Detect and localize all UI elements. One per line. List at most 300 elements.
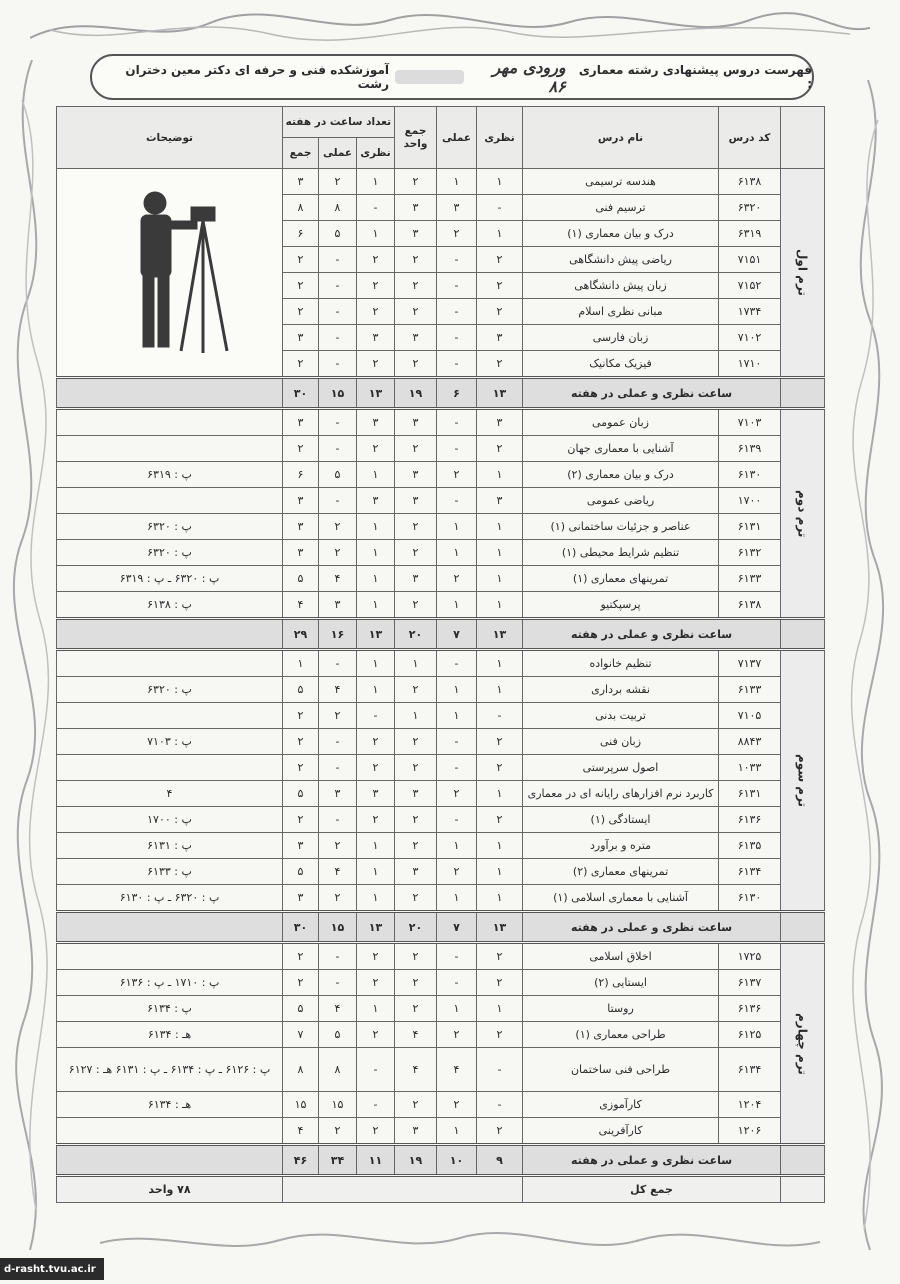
practical-hours: - [319,943,357,970]
theory-hours: ۱ [357,592,395,619]
practical-units: ۱ [437,592,477,619]
term-total-ht: ۱۳ [357,378,395,409]
total-hours: ۸ [283,1048,319,1092]
practical-units: - [437,488,477,514]
course-code: ۶۱۲۵ [719,1022,781,1048]
total-hours: ۲ [283,703,319,729]
theory-units: ۳ [477,488,523,514]
total-hours: ۲ [283,755,319,781]
course-name: تمرینهای معماری (۲) [523,859,719,885]
course-name: روستا [523,996,719,1022]
page-header [90,54,814,100]
table-row [57,462,825,488]
practical-units: ۱ [437,996,477,1022]
table-row [57,703,825,729]
practical-units: - [437,943,477,970]
site-watermark: d-rasht.tvu.ac.ir [0,1258,104,1280]
table-row [57,729,825,755]
practical-hours: - [319,247,357,273]
practical-units: ۱ [437,514,477,540]
total-units: ۳ [395,462,437,488]
table-row [57,677,825,703]
course-code: ۷۱۵۲ [719,273,781,299]
total-hours: ۱ [283,650,319,677]
header-title: فهرست دروس پیشنهادی رشته معماری : [578,63,812,91]
prerequisite-note [57,755,283,781]
practical-hours: ۲ [319,514,357,540]
theory-units: ۱ [477,650,523,677]
prerequisite-note: پ : ۶۳۲۰ [57,677,283,703]
theory-units: ۲ [477,273,523,299]
course-code: ۶۱۳۱ [719,781,781,807]
course-code: ۶۱۳۷ [719,970,781,996]
total-units: ۳ [395,488,437,514]
term-total-pr: ۷ [437,912,477,943]
total-hours: ۵ [283,996,319,1022]
table-row [57,1022,825,1048]
theory-hours: ۱ [357,514,395,540]
term-total-label: ساعت نظری و عملی در هفته [523,912,781,943]
term-total-u: ۱۹ [395,378,437,409]
practical-hours: ۵ [319,221,357,247]
total-hours: ۳ [283,409,319,436]
course-name: زبان پیش دانشگاهی [523,273,719,299]
term-total-pr: ۷ [437,619,477,650]
practical-hours: - [319,970,357,996]
course-code: ۸۸۴۳ [719,729,781,755]
practical-units: ۱ [437,833,477,859]
term-total-hp: ۳۴ [319,1145,357,1176]
term-total-hs: ۳۰ [283,378,319,409]
grand-total-label: جمع کل [523,1176,781,1203]
total-hours: ۲ [283,247,319,273]
practical-units: - [437,755,477,781]
course-name: تنظیم شرایط محیطی (۱) [523,540,719,566]
theory-hours: ۲ [357,1118,395,1145]
practical-units: ۲ [437,221,477,247]
hours-group-header: تعداد ساعت در هفته [283,107,395,138]
theory-units: ۳ [477,325,523,351]
term-header [781,107,825,169]
ornament-border-bottom [100,1228,820,1258]
course-code: ۶۱۳۳ [719,566,781,592]
course-code: ۶۱۳۳ [719,677,781,703]
notes-header: توضیحات [57,107,283,169]
prerequisite-note: پ : ۱۷۱۰ ـ پ : ۶۱۳۶ [57,970,283,996]
term-total-notes [57,1145,283,1176]
table-row [57,1092,825,1118]
practical-units: - [437,970,477,996]
practical-header: عملی [437,107,477,169]
total-units: ۳ [395,781,437,807]
total-hours: ۷ [283,1022,319,1048]
theory-units: - [477,195,523,221]
term-label-cell [781,943,825,1145]
practical-units: - [437,807,477,833]
prerequisite-note: هـ : ۶۱۳۴ [57,1092,283,1118]
units-header: جمع واحد [395,107,437,169]
theory-hours: ۱ [357,566,395,592]
course-code: ۶۳۲۰ [719,195,781,221]
theory-units: ۱ [477,781,523,807]
theory-hours: ۲ [357,943,395,970]
table-row [57,566,825,592]
practical-units: ۴ [437,1048,477,1092]
course-code: ۶۱۳۸ [719,169,781,195]
theory-hours: ۱ [357,677,395,703]
practical-hours: - [319,351,357,378]
course-table-container [56,106,824,1203]
term-label: ترم دوم [795,489,810,538]
practical-hours: - [319,488,357,514]
course-name: هندسه ترسیمی [523,169,719,195]
theory-hours: ۲ [357,436,395,462]
course-code: ۷۱۰۵ [719,703,781,729]
practical-hours: ۲ [319,885,357,912]
theory-units: ۱ [477,859,523,885]
practical-hours: ۴ [319,566,357,592]
term-total-hp: ۱۶ [319,619,357,650]
table-row [57,1118,825,1145]
term-total-ht: ۱۳ [357,912,395,943]
course-code: ۷۱۳۷ [719,650,781,677]
prerequisite-note [57,488,283,514]
term-label: ترم سوم [795,753,810,808]
practical-hours: - [319,436,357,462]
practical-hours: - [319,755,357,781]
theory-hours: ۳ [357,325,395,351]
course-name: کارآموزی [523,1092,719,1118]
practical-hours: ۲ [319,833,357,859]
theory-units: - [477,1092,523,1118]
term-label: ترم چهارم [795,1012,810,1075]
total-units: ۳ [395,325,437,351]
total-hours: ۳ [283,488,319,514]
practical-units: ۱ [437,677,477,703]
term-total-th: ۱۳ [477,378,523,409]
table-row [57,1048,825,1092]
course-name: آشنایی با معماری جهان [523,436,719,462]
theory-units: ۲ [477,351,523,378]
practical-hours: - [319,299,357,325]
table-row [57,488,825,514]
prerequisite-note [57,409,283,436]
prerequisite-note: پ : ۶۱۳۳ [57,859,283,885]
practical-hours: - [319,409,357,436]
course-name: ایستایی (۲) [523,970,719,996]
total-units: ۲ [395,1092,437,1118]
theory-units: ۱ [477,885,523,912]
illustration-cell [57,169,283,378]
hours-practical-header: عملی [319,138,357,169]
course-code: ۶۱۳۰ [719,462,781,488]
table-row [57,409,825,436]
practical-units: ۱ [437,703,477,729]
grand-total-row [57,1176,825,1203]
practical-hours: ۴ [319,996,357,1022]
course-code: ۶۱۳۴ [719,859,781,885]
term-total-label: ساعت نظری و عملی در هفته [523,378,781,409]
course-code: ۱۷۳۴ [719,299,781,325]
total-hours: ۸ [283,195,319,221]
term-total-hp: ۱۵ [319,912,357,943]
theory-units: ۱ [477,221,523,247]
theory-units: ۱ [477,566,523,592]
course-name: تربیت بدنی [523,703,719,729]
practical-units: - [437,247,477,273]
total-hours: ۴ [283,1118,319,1145]
theory-hours: - [357,195,395,221]
theory-units: ۲ [477,943,523,970]
total-hours: ۲ [283,436,319,462]
table-header-row-1 [57,107,825,138]
practical-units: - [437,351,477,378]
theory-units: ۱ [477,996,523,1022]
total-units: ۲ [395,169,437,195]
table-row [57,807,825,833]
theory-hours: ۱ [357,650,395,677]
term-total-pr: ۱۰ [437,1145,477,1176]
term-label-cell [781,650,825,912]
practical-hours: ۳ [319,781,357,807]
practical-units: - [437,409,477,436]
total-hours: ۵ [283,859,319,885]
table-row [57,996,825,1022]
theory-hours: - [357,1048,395,1092]
term-total-row [57,378,825,409]
total-hours: ۵ [283,677,319,703]
term-total-row [57,619,825,650]
grand-total-filler [283,1176,523,1203]
practical-hours: - [319,273,357,299]
practical-hours: ۴ [319,859,357,885]
prerequisite-note [57,1118,283,1145]
course-name: درک و بیان معماری (۲) [523,462,719,488]
theory-units: ۱ [477,514,523,540]
course-name: پرسپکتیو [523,592,719,619]
theory-hours: ۲ [357,1022,395,1048]
table-row [57,943,825,970]
term-total-hp: ۱۵ [319,378,357,409]
course-name: مبانی نظری اسلام [523,299,719,325]
total-hours: ۳ [283,885,319,912]
total-units: ۲ [395,592,437,619]
theory-units: ۱ [477,677,523,703]
total-units: ۱ [395,703,437,729]
practical-hours: ۵ [319,1022,357,1048]
prerequisite-note: پ : ۶۱۲۶ ـ پ : ۶۱۳۴ ـ پ : ۶۱۳۱ هـ : ۶۱۲۷ [57,1048,283,1092]
course-name: تنظیم خانواده [523,650,719,677]
course-code: ۷۱۰۳ [719,409,781,436]
course-code: ۶۱۳۶ [719,807,781,833]
course-code: ۶۱۳۶ [719,996,781,1022]
total-units: ۲ [395,755,437,781]
practical-hours: - [319,650,357,677]
total-units: ۳ [395,195,437,221]
total-hours: ۲ [283,351,319,378]
theory-hours: ۱ [357,833,395,859]
total-hours: ۲ [283,273,319,299]
practical-units: ۲ [437,781,477,807]
practical-hours: ۲ [319,169,357,195]
theory-units: ۲ [477,1022,523,1048]
practical-hours: - [319,729,357,755]
theory-units: ۲ [477,299,523,325]
hours-total-header: جمع [283,138,319,169]
practical-hours: - [319,325,357,351]
total-units: ۲ [395,247,437,273]
total-hours: ۲ [283,943,319,970]
course-code: ۶۱۳۴ [719,1048,781,1092]
total-hours: ۲ [283,807,319,833]
theory-units: ۲ [477,247,523,273]
course-table [56,106,825,1203]
term-label: ترم اول [795,249,810,296]
term-label-cell [781,169,825,378]
course-code: ۷۱۵۱ [719,247,781,273]
course-name: ایستادگی (۱) [523,807,719,833]
practical-units: ۱ [437,540,477,566]
practical-hours: ۲ [319,703,357,729]
table-row [57,781,825,807]
total-units: ۳ [395,409,437,436]
course-name: ریاضی پیش دانشگاهی [523,247,719,273]
prerequisite-note: پ : ۶۳۲۰ ـ پ : ۶۳۱۹ [57,566,283,592]
total-hours: ۴ [283,592,319,619]
prerequisite-note: پ : ۶۱۳۴ [57,996,283,1022]
practical-units: ۱ [437,169,477,195]
header-institute: آموزشکده فنی و حرفه ای دکتر معین دختران رشت [125,63,389,91]
theory-hours: ۲ [357,299,395,325]
practical-units: - [437,436,477,462]
total-hours: ۲ [283,970,319,996]
total-units: ۲ [395,273,437,299]
theory-hours: ۲ [357,807,395,833]
course-name: درک و بیان معماری (۱) [523,221,719,247]
total-units: ۲ [395,540,437,566]
total-hours: ۵ [283,781,319,807]
prerequisite-note: پ : ۷۱۰۳ [57,729,283,755]
name-header: نام درس [523,107,719,169]
prerequisite-note: ۴ [57,781,283,807]
term-total-th: ۹ [477,1145,523,1176]
total-hours: ۶ [283,462,319,488]
course-name: فیزیک مکانیک [523,351,719,378]
course-code: ۶۱۳۰ [719,885,781,912]
practical-hours: - [319,807,357,833]
table-row [57,755,825,781]
theory-hours: ۱ [357,169,395,195]
course-code: ۶۱۳۹ [719,436,781,462]
table-row [57,514,825,540]
course-code: ۱۷۲۵ [719,943,781,970]
term-total-spacer [781,619,825,650]
theory-header: نظری [477,107,523,169]
handwritten-note: ورودی مهر ۸۶ [492,58,566,96]
practical-hours: ۸ [319,1048,357,1092]
theory-units: ۱ [477,462,523,488]
term-total-ht: ۱۳ [357,619,395,650]
theory-units: ۱ [477,540,523,566]
theory-units: ۱ [477,833,523,859]
theory-hours: ۲ [357,970,395,996]
theory-hours: ۲ [357,351,395,378]
total-units: ۲ [395,677,437,703]
course-name: نقشه برداری [523,677,719,703]
theory-units: - [477,703,523,729]
prerequisite-note: پ : ۶۱۳۱ [57,833,283,859]
course-name: طراحی فنی ساختمان [523,1048,719,1092]
total-units: ۲ [395,351,437,378]
total-units: ۲ [395,833,437,859]
theory-hours: ۱ [357,859,395,885]
course-code: ۱۰۳۳ [719,755,781,781]
course-code: ۱۷۰۰ [719,488,781,514]
total-units: ۱ [395,650,437,677]
course-code: ۱۲۰۴ [719,1092,781,1118]
hours-theory-header: نظری [357,138,395,169]
theory-hours: ۱ [357,885,395,912]
prerequisite-note: پ : ۶۳۲۰ [57,540,283,566]
total-hours: ۲ [283,729,319,755]
total-units: ۲ [395,996,437,1022]
term-total-row [57,912,825,943]
term-total-notes [57,912,283,943]
term-total-hs: ۲۹ [283,619,319,650]
total-units: ۲ [395,436,437,462]
theory-units: ۲ [477,1118,523,1145]
theory-hours: ۱ [357,462,395,488]
course-name: آشنایی با معماری اسلامی (۱) [523,885,719,912]
table-row [57,650,825,677]
term-total-u: ۱۹ [395,1145,437,1176]
term-total-spacer [781,912,825,943]
course-code: ۶۳۱۹ [719,221,781,247]
course-name: ریاضی عمومی [523,488,719,514]
total-units: ۳ [395,566,437,592]
course-name: طراحی معماری (۱) [523,1022,719,1048]
total-units: ۲ [395,943,437,970]
practical-hours: ۲ [319,540,357,566]
table-row [57,970,825,996]
prerequisite-note [57,703,283,729]
total-units: ۲ [395,970,437,996]
practical-hours: ۴ [319,677,357,703]
theory-units: ۱ [477,592,523,619]
prerequisite-note: هـ : ۶۱۳۴ [57,1022,283,1048]
practical-units: ۲ [437,1022,477,1048]
grand-total-spacer [781,1176,825,1203]
theory-hours: ۲ [357,247,395,273]
total-hours: ۳ [283,833,319,859]
theory-units: ۳ [477,409,523,436]
theory-units: ۲ [477,729,523,755]
practical-hours: ۵ [319,462,357,488]
term-label-cell [781,409,825,619]
course-name: زبان فنی [523,729,719,755]
course-code: ۷۱۰۲ [719,325,781,351]
term-total-notes [57,619,283,650]
prerequisite-note [57,436,283,462]
practical-units: - [437,273,477,299]
total-units: ۴ [395,1048,437,1092]
practical-units: ۱ [437,885,477,912]
theory-units: ۲ [477,970,523,996]
practical-hours: ۱۵ [319,1092,357,1118]
theory-hours: ۱ [357,221,395,247]
prerequisite-note [57,943,283,970]
total-units: ۴ [395,1022,437,1048]
